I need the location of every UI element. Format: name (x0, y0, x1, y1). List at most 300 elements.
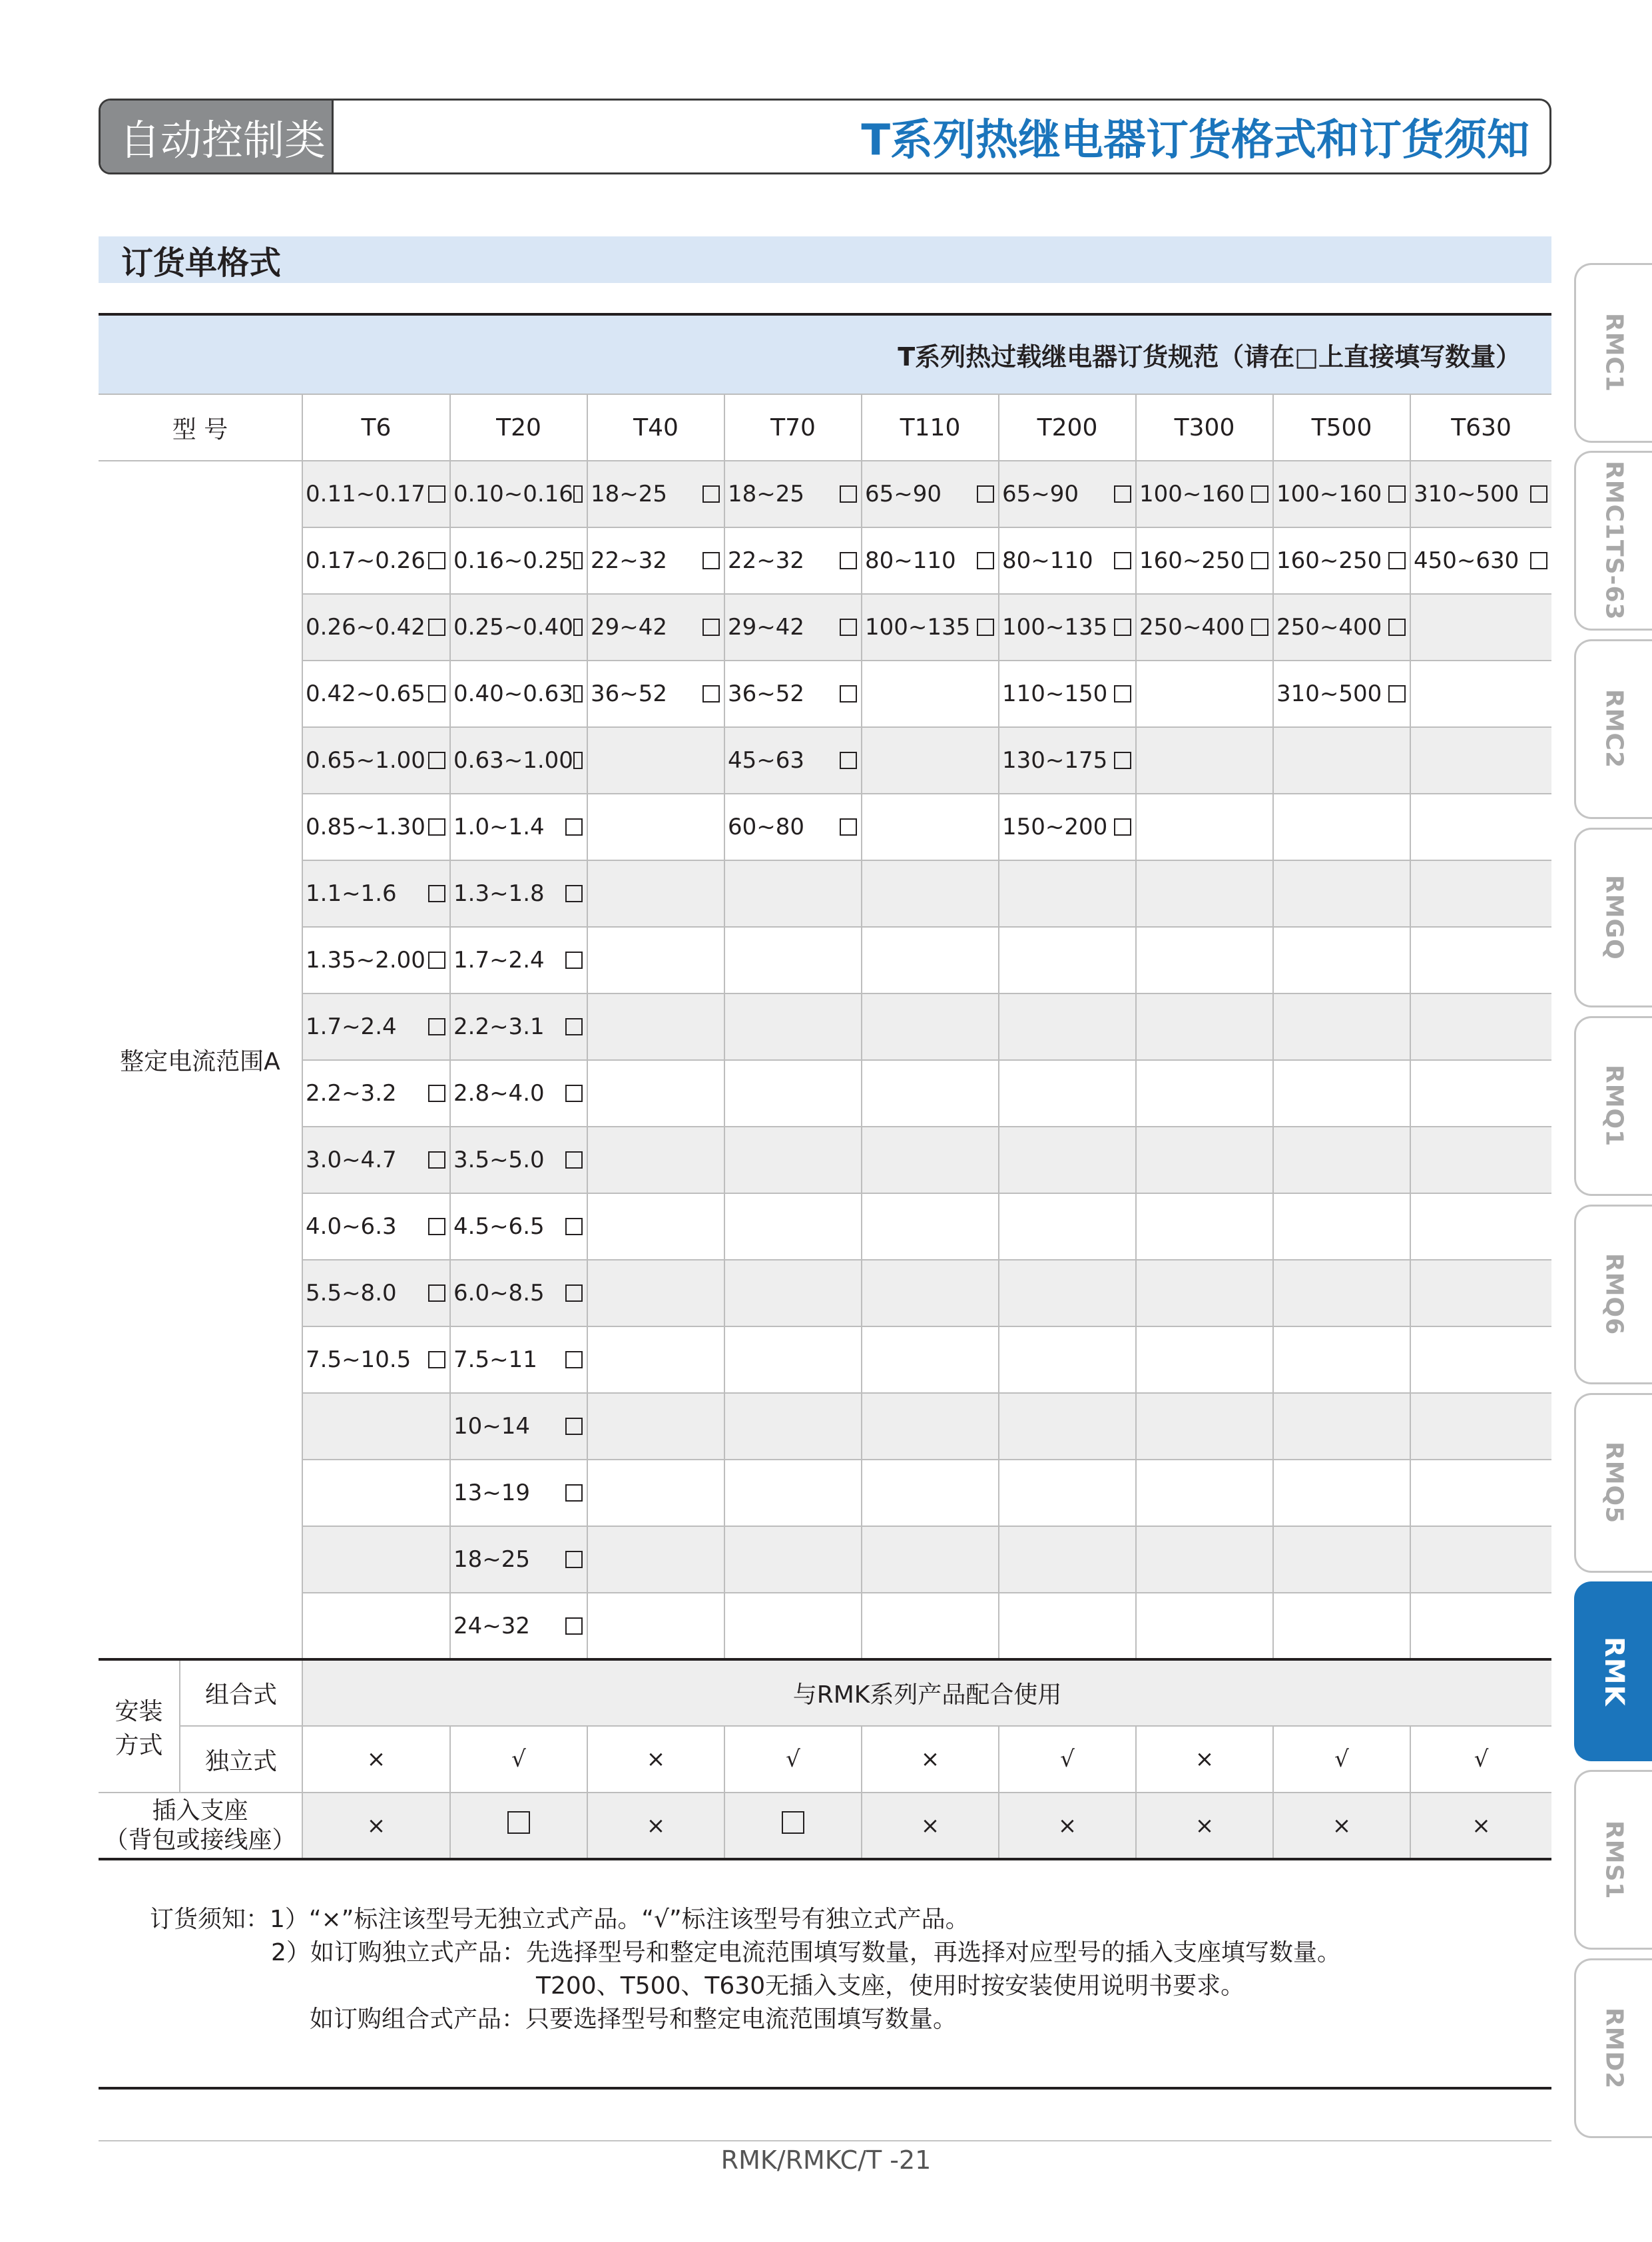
range-cell (1410, 727, 1551, 794)
range-cell (587, 860, 724, 927)
checkbox-square[interactable] (428, 485, 445, 503)
range-cell (862, 1193, 999, 1260)
range-cell[interactable] (450, 794, 587, 860)
side-tab-rmq6[interactable] (1574, 1205, 1652, 1384)
range-cell (999, 1593, 1136, 1659)
checkbox-square[interactable] (1114, 685, 1131, 702)
range-value: 0.17~0.26 (306, 547, 425, 574)
range-cell (724, 1460, 862, 1526)
range-cell[interactable] (450, 661, 587, 727)
range-cell[interactable] (302, 993, 450, 1060)
checkbox-square[interactable] (428, 1351, 445, 1368)
range-cell (587, 727, 724, 794)
checkbox-square[interactable] (1530, 485, 1547, 503)
range-value: 10~14 (453, 1413, 531, 1440)
checkbox-square[interactable] (428, 1218, 445, 1235)
checkbox-square[interactable] (428, 552, 445, 569)
side-tab-rmd2[interactable] (1574, 1958, 1652, 2138)
checkbox-square[interactable] (565, 1617, 583, 1635)
range-value: 150~200 (1002, 814, 1108, 840)
checkbox-square[interactable] (1251, 619, 1268, 636)
checkbox-square[interactable] (565, 1018, 583, 1035)
checkbox-square[interactable] (428, 1018, 445, 1035)
range-cell (1136, 1260, 1273, 1326)
range-cell (1273, 993, 1410, 1060)
range-cell[interactable] (450, 1593, 587, 1659)
checkbox-square[interactable] (573, 685, 583, 702)
cross-mark: × (862, 1793, 999, 1859)
checkbox-square[interactable] (573, 485, 583, 503)
side-tab-rmc2[interactable] (1574, 639, 1652, 819)
range-cell (1273, 1393, 1410, 1460)
range-value: 4.5~6.5 (453, 1213, 545, 1240)
range-value: 36~52 (728, 681, 805, 707)
side-tab-label: RMGQ (1600, 875, 1628, 960)
range-cell[interactable] (587, 594, 724, 661)
range-cell (862, 993, 999, 1060)
range-cell (1273, 1060, 1410, 1127)
checkbox-square[interactable] (565, 1551, 583, 1568)
checkbox-square[interactable] (573, 752, 583, 769)
checkbox-square[interactable] (1114, 485, 1131, 503)
standalone-row (99, 1726, 1551, 1793)
checkbox-square[interactable] (702, 552, 720, 569)
current-range-row (99, 1526, 1551, 1593)
range-cell[interactable] (1136, 527, 1273, 594)
note-line-4: 如订购组合式产品：只要选择型号和整定电流范围填写数量。 (310, 2006, 958, 2033)
range-cell[interactable] (450, 993, 587, 1060)
range-cell (724, 1526, 862, 1593)
cross-mark: × (587, 1726, 724, 1793)
range-cell (999, 860, 1136, 927)
page-number: RMK/RMKC/T -21 (720, 2145, 932, 2175)
range-cell[interactable] (450, 1393, 587, 1460)
side-tab-rmq5[interactable] (1574, 1393, 1652, 1573)
range-value: 7.5~10.5 (306, 1346, 412, 1373)
range-cell[interactable] (724, 527, 862, 594)
range-value: 0.25~0.40 (453, 614, 573, 641)
range-cell[interactable] (587, 661, 724, 727)
range-cell (862, 1526, 999, 1593)
range-cell[interactable] (1410, 527, 1551, 594)
range-cell[interactable] (999, 594, 1136, 661)
range-value: 65~90 (865, 481, 942, 507)
range-cell[interactable] (724, 461, 862, 527)
category-label: 自动控制类 (101, 101, 334, 172)
range-cell (1273, 1260, 1410, 1326)
checkbox-square[interactable] (1388, 552, 1406, 569)
checkbox-square[interactable] (565, 1218, 583, 1235)
range-value: 1.0~1.4 (453, 814, 545, 840)
check-mark: √ (450, 1726, 587, 1793)
range-cell (1273, 1526, 1410, 1593)
combo-label: 组合式 (180, 1659, 302, 1726)
range-cell[interactable] (999, 727, 1136, 794)
range-value: 160~250 (1276, 547, 1382, 574)
range-cell[interactable] (862, 527, 999, 594)
range-cell[interactable] (724, 794, 862, 860)
range-value: 2.2~3.1 (453, 1013, 545, 1040)
socket-row (99, 1793, 1551, 1859)
side-tab-rms1[interactable] (1574, 1770, 1652, 1950)
range-cell (587, 1326, 724, 1393)
socket-checkbox[interactable] (724, 1793, 862, 1859)
range-cell (862, 794, 999, 860)
checkbox-square[interactable] (565, 1085, 583, 1102)
current-range-row (99, 1393, 1551, 1460)
cross-mark: × (302, 1793, 450, 1859)
checkbox-square[interactable] (428, 885, 445, 902)
check-mark: √ (724, 1726, 862, 1793)
check-mark: √ (999, 1726, 1136, 1793)
range-value: 24~32 (453, 1612, 531, 1639)
checkbox-square[interactable] (977, 552, 994, 569)
range-value: 18~25 (453, 1546, 531, 1573)
range-cell[interactable] (724, 594, 862, 661)
range-cell[interactable] (999, 661, 1136, 727)
range-value: 1.3~1.8 (453, 880, 545, 907)
range-cell[interactable] (862, 461, 999, 527)
side-tab-rmc1ts-63[interactable] (1574, 451, 1652, 631)
range-cell[interactable] (862, 594, 999, 661)
checkbox-square[interactable] (428, 752, 445, 769)
checkbox-square[interactable] (428, 1151, 445, 1169)
range-cell[interactable] (999, 794, 1136, 860)
range-cell (302, 1526, 450, 1593)
range-cell (1136, 1526, 1273, 1593)
range-cell (1410, 1526, 1551, 1593)
range-cell[interactable] (587, 527, 724, 594)
range-cell (1410, 1593, 1551, 1659)
checkbox-square[interactable] (428, 1284, 445, 1302)
range-cell[interactable] (1410, 461, 1551, 527)
range-cell (862, 1460, 999, 1526)
range-cell (587, 1593, 724, 1659)
range-cell (1410, 1326, 1551, 1393)
range-cell[interactable] (1273, 661, 1410, 727)
range-cell (999, 1193, 1136, 1260)
side-tab-label: RMC1TS-63 (1600, 461, 1628, 621)
current-range-row (99, 794, 1551, 860)
range-cell (1410, 1460, 1551, 1526)
checkbox-square[interactable] (702, 485, 720, 503)
range-cell (1410, 927, 1551, 993)
current-range-label: 整定电流范围A (99, 461, 302, 1659)
range-cell[interactable] (302, 727, 450, 794)
checkbox-square[interactable] (977, 485, 994, 503)
side-tab-label: RMQ5 (1600, 1442, 1628, 1524)
checkbox-square[interactable] (428, 818, 445, 836)
range-value: 1.7~2.4 (306, 1013, 397, 1040)
page-title: T系列热继电器订货格式和订货须知 (861, 116, 1529, 165)
range-cell[interactable] (450, 1526, 587, 1593)
socket-label: 插入支座 （背包或接线座） (99, 1793, 302, 1859)
check-mark: √ (1410, 1726, 1551, 1793)
model-header-row (99, 394, 1551, 461)
range-value: 0.65~1.00 (306, 747, 425, 774)
range-value: 100~160 (1139, 481, 1245, 507)
current-range-row (99, 527, 1551, 594)
range-value: 1.1~1.6 (306, 880, 397, 907)
range-cell (724, 1593, 862, 1659)
checkbox-square[interactable] (565, 818, 583, 836)
range-cell[interactable] (302, 594, 450, 661)
current-range-row (99, 1460, 1551, 1526)
side-tab-label: RMC2 (1600, 689, 1628, 769)
range-cell (1410, 993, 1551, 1060)
range-value: 310~500 (1276, 681, 1382, 707)
range-cell (1410, 1260, 1551, 1326)
cross-mark: × (587, 1793, 724, 1859)
range-cell[interactable] (1273, 594, 1410, 661)
range-cell[interactable] (450, 527, 587, 594)
range-cell (999, 1526, 1136, 1593)
current-range-row (99, 927, 1551, 993)
range-cell (724, 927, 862, 993)
range-cell (1136, 927, 1273, 993)
range-value: 60~80 (728, 814, 805, 840)
checkbox-square[interactable] (840, 552, 857, 569)
range-cell (724, 1060, 862, 1127)
range-value: 160~250 (1139, 547, 1245, 574)
checkbox-square[interactable] (840, 485, 857, 503)
side-tab-rmk[interactable] (1574, 1581, 1652, 1761)
range-cell (1136, 993, 1273, 1060)
checkbox-square[interactable] (1114, 619, 1131, 636)
range-cell[interactable] (450, 1326, 587, 1393)
checkbox-square[interactable] (1530, 552, 1547, 569)
range-cell (999, 1326, 1136, 1393)
caption-row (99, 314, 1551, 394)
range-cell[interactable] (302, 527, 450, 594)
checkbox-square[interactable] (428, 619, 445, 636)
range-cell[interactable] (302, 1060, 450, 1127)
side-tab-label: RMK (1599, 1636, 1629, 1707)
checkbox-square[interactable] (1388, 619, 1406, 636)
range-value: 450~630 (1414, 547, 1519, 574)
range-value: 29~42 (591, 614, 668, 641)
range-value: 2.8~4.0 (453, 1080, 545, 1107)
range-value: 100~135 (865, 614, 971, 641)
range-cell[interactable] (450, 1127, 587, 1193)
range-cell[interactable] (302, 1326, 450, 1393)
order-notes (150, 1903, 1341, 2036)
range-cell[interactable] (450, 1060, 587, 1127)
socket-checkbox[interactable] (450, 1793, 587, 1859)
cross-mark: × (1136, 1726, 1273, 1793)
range-cell[interactable] (302, 927, 450, 993)
checkbox-square[interactable] (573, 619, 583, 636)
range-cell (1136, 1127, 1273, 1193)
range-cell (1136, 794, 1273, 860)
range-cell[interactable] (302, 461, 450, 527)
range-cell (1136, 1393, 1273, 1460)
current-range-row (99, 661, 1551, 727)
range-cell[interactable] (999, 527, 1136, 594)
range-value: 22~32 (591, 547, 668, 574)
range-cell (1410, 1127, 1551, 1193)
checkbox-square[interactable] (782, 1811, 804, 1834)
checkbox-square[interactable] (840, 818, 857, 836)
table-caption: T系列热过载继电器订货规范（请在□上直接填写数量） (99, 314, 1551, 394)
range-cell[interactable] (724, 661, 862, 727)
range-value: 310~500 (1414, 481, 1519, 507)
checkbox-square[interactable] (977, 619, 994, 636)
range-cell[interactable] (1136, 461, 1273, 527)
range-cell[interactable] (302, 794, 450, 860)
range-cell (1273, 1127, 1410, 1193)
range-cell[interactable] (302, 860, 450, 927)
checkbox-square[interactable] (1388, 485, 1406, 503)
model-t110: T110 (862, 394, 999, 461)
range-cell (1410, 860, 1551, 927)
range-value: 7.5~11 (453, 1346, 537, 1373)
range-cell (862, 661, 999, 727)
checkbox-square[interactable] (840, 685, 857, 702)
checkbox-square[interactable] (565, 1284, 583, 1302)
range-cell[interactable] (1273, 527, 1410, 594)
range-cell (1136, 1060, 1273, 1127)
range-value: 3.0~4.7 (306, 1147, 397, 1173)
checkbox-square[interactable] (840, 752, 857, 769)
range-cell (862, 927, 999, 993)
range-cell[interactable] (302, 661, 450, 727)
range-cell (1273, 794, 1410, 860)
checkbox-square[interactable] (1114, 818, 1131, 836)
model-t20: T20 (450, 394, 587, 461)
range-value: 80~110 (1002, 547, 1093, 574)
checkbox-square[interactable] (1114, 552, 1131, 569)
checkbox-square[interactable] (702, 685, 720, 702)
range-cell[interactable] (450, 927, 587, 993)
range-cell[interactable] (450, 860, 587, 927)
range-cell (587, 927, 724, 993)
bottom-rule (99, 2087, 1551, 2090)
range-cell (587, 1526, 724, 1593)
range-value: 13~19 (453, 1480, 531, 1506)
range-value: 100~135 (1002, 614, 1108, 641)
model-t200: T200 (999, 394, 1136, 461)
current-range-row (99, 860, 1551, 927)
checkbox-square[interactable] (565, 1351, 583, 1368)
range-value: 4.0~6.3 (306, 1213, 397, 1240)
checkbox-square[interactable] (565, 1418, 583, 1435)
checkbox-square[interactable] (565, 1151, 583, 1169)
range-cell[interactable] (450, 1460, 587, 1526)
current-range-row (99, 461, 1551, 527)
checkbox-square[interactable] (840, 619, 857, 636)
range-cell (1273, 927, 1410, 993)
range-value: 250~400 (1139, 614, 1245, 641)
combo-row (99, 1659, 1551, 1726)
range-value: 0.10~0.16 (453, 481, 573, 507)
range-cell[interactable] (450, 461, 587, 527)
range-value: 36~52 (591, 681, 668, 707)
range-value: 45~63 (728, 747, 805, 774)
checkbox-square[interactable] (1114, 752, 1131, 769)
range-cell[interactable] (302, 1127, 450, 1193)
side-tab-label: RMD2 (1600, 2007, 1628, 2090)
range-value: 5.5~8.0 (306, 1280, 397, 1306)
range-cell[interactable] (1136, 594, 1273, 661)
range-value: 110~150 (1002, 681, 1108, 707)
range-cell[interactable] (450, 594, 587, 661)
range-cell[interactable] (302, 1193, 450, 1260)
checkbox-square[interactable] (428, 685, 445, 702)
side-tab-label: RMQ1 (1600, 1065, 1628, 1147)
range-value: 0.16~0.25 (453, 547, 573, 574)
range-cell (999, 927, 1136, 993)
range-cell[interactable] (999, 461, 1136, 527)
range-cell[interactable] (450, 727, 587, 794)
side-tab-rmc1[interactable] (1574, 263, 1652, 443)
range-cell[interactable] (450, 1193, 587, 1260)
range-cell (1410, 661, 1551, 727)
range-cell[interactable] (724, 727, 862, 794)
current-range-row (99, 1060, 1551, 1127)
checkbox-square[interactable] (573, 552, 583, 569)
checkbox-square[interactable] (565, 1484, 583, 1502)
model-t6: T6 (302, 394, 450, 461)
range-cell (862, 1326, 999, 1393)
range-cell (587, 993, 724, 1060)
model-t630: T630 (1410, 394, 1551, 461)
range-cell[interactable] (302, 1260, 450, 1326)
range-cell (302, 1393, 450, 1460)
checkbox-square[interactable] (1251, 552, 1268, 569)
range-cell[interactable] (450, 1260, 587, 1326)
range-cell (862, 727, 999, 794)
order-table (99, 313, 1551, 1860)
side-tab-label: RMS1 (1600, 1820, 1628, 1900)
range-cell (1410, 594, 1551, 661)
cross-mark: × (1410, 1793, 1551, 1859)
range-cell (724, 1393, 862, 1460)
range-cell[interactable] (1273, 461, 1410, 527)
side-tab-rmgq[interactable] (1574, 828, 1652, 1007)
checkbox-square[interactable] (702, 619, 720, 636)
checkbox-square[interactable] (428, 952, 445, 969)
range-value: 29~42 (728, 614, 805, 641)
checkbox-square[interactable] (565, 885, 583, 902)
checkbox-square[interactable] (1388, 685, 1406, 702)
range-value: 0.42~0.65 (306, 681, 425, 707)
range-cell (999, 1060, 1136, 1127)
range-cell (999, 993, 1136, 1060)
range-cell (587, 1393, 724, 1460)
current-range-row (99, 727, 1551, 794)
range-cell (724, 1260, 862, 1326)
section-title: 订货单格式 (99, 236, 1551, 283)
range-cell (587, 1460, 724, 1526)
range-cell (1410, 1060, 1551, 1127)
checkbox-square[interactable] (428, 1085, 445, 1102)
checkbox-square[interactable] (1251, 485, 1268, 503)
range-cell (1273, 727, 1410, 794)
checkbox-square[interactable] (507, 1811, 530, 1834)
range-cell (1136, 1326, 1273, 1393)
range-cell[interactable] (587, 461, 724, 527)
side-tab-rmq1[interactable] (1574, 1016, 1652, 1196)
range-cell (999, 1260, 1136, 1326)
current-range-row (99, 1260, 1551, 1326)
range-cell (1273, 1326, 1410, 1393)
checkbox-square[interactable] (565, 952, 583, 969)
standalone-label: 独立式 (180, 1726, 302, 1793)
model-t70: T70 (724, 394, 862, 461)
range-value: 22~32 (728, 547, 805, 574)
range-cell (862, 1393, 999, 1460)
